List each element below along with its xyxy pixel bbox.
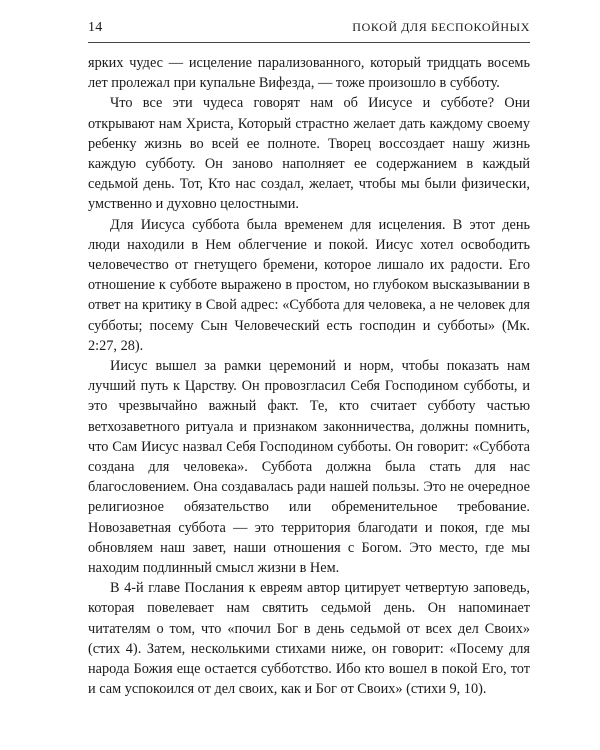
paragraph: Что все эти чудеса говорят нам об Иисусе и субботе? Они открывают нам Христа, Который страстно желает дать каждому своему ребенку жизнь во всей ее полноте. Творец воссоздает нашу жизнь каждую субботу. Он заново наполняет ее содержанием в каждый седьмой день. Тот, Кто нас создал, желает, чтобы мы были физически, умственно и духовно целостными. bbox=[88, 95, 530, 213]
body-text bbox=[88, 53, 530, 700]
book-page bbox=[88, 20, 530, 700]
paragraph: В 4-й главе Послания к евреям автор цитирует четвертую заповедь, которая повелевает нам святить седьмой день. Он напоминает читателям о том, что «почил Бог в день седьмой от всех дел Своих» (стих 4). Затем, несколькими стихами ниже, он говорит: «Посему для народа Божия еще остается субботство. Ибо кто вошел в покой Его, тот и сам успокоился от дел своих, как и Бог от Своих» (стихи 9, 10). bbox=[88, 580, 530, 698]
running-header bbox=[88, 20, 530, 43]
paragraph: Иисус вышел за рамки церемоний и норм, чтобы показать нам лучший путь к Царству. Он провозгласил Себя Господином субботы, и это чрезвычайно важный факт. Те, кто считает субботу частью ветхозаветного ритуала и признаком законничества, должны помнить, что Сам Иисус назвал Себя Господином субботы. Он говорит: «Суббота создана для человека». Суббота должна была стать для нас благословением. Она создавалась ради нашей пользы. Это не очередное религиозное обязательство или обременительное требование. Новозаветная суббота — это территория благодати и покоя, где мы обновляем наш завет, наши отношения с Богом. Это место, где мы находим подлинный смысл жизни в Нем. bbox=[88, 358, 530, 577]
paragraph: ярких чудес — исцеление парализованного, который тридцать восемь лет пролежал при купальне Вифезда, — тоже произошло в субботу. bbox=[88, 55, 530, 92]
paragraph: Для Иисуса суббота была временем для исцеления. В этот день люди находили в Нем облегчение и покой. Иисус хотел освободить человечество от гнетущего бремени, которое лишало их радости. Его отношение к субботе выражено в простом, но глубоком высказывании в ответ на критику в Свой адрес: «Суббота для человека, а не человек для субботы; посему Сын Человеческий есть господин и субботы» (Мк. 2:27, 28). bbox=[88, 216, 530, 354]
page-number: 14 bbox=[88, 20, 103, 35]
running-title: ПОКОЙ ДЛЯ БЕСПОКОЙНЫХ bbox=[352, 20, 530, 34]
